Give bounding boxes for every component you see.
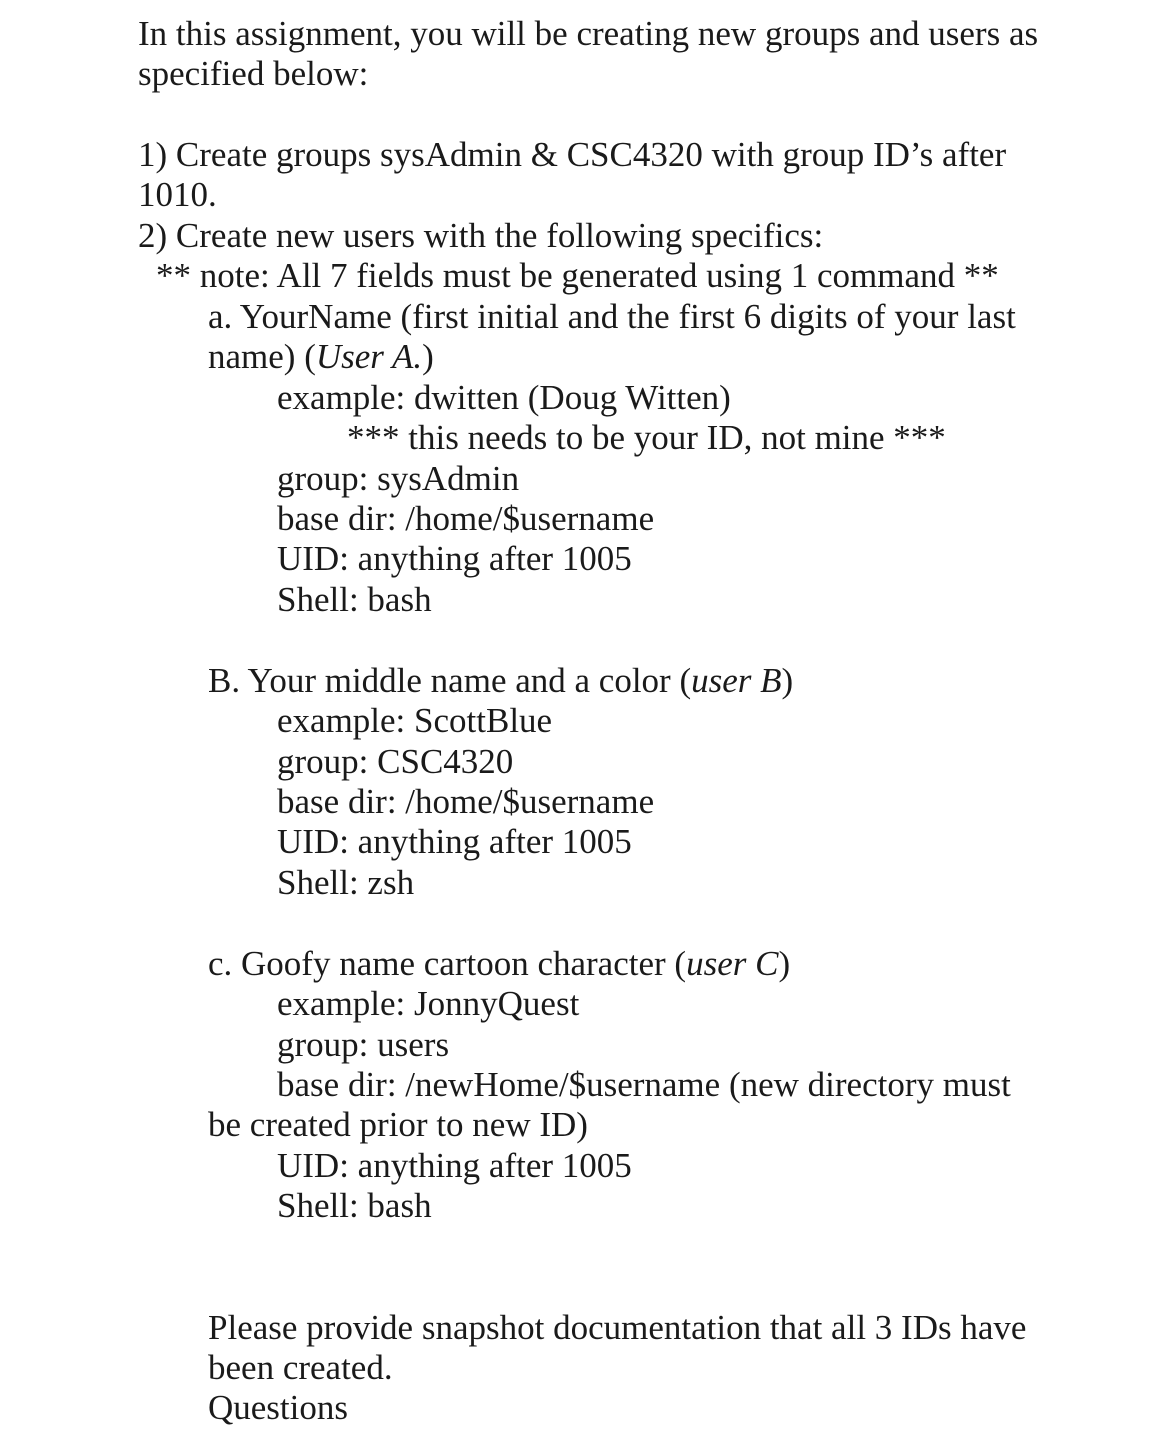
step-1-line-2: 1010. [138, 175, 217, 214]
user-a-heading-suffix: ) [422, 337, 434, 376]
step-2-note: ** note: All 7 fields must be generated using 1 command ** [156, 256, 999, 295]
intro-text-line-1: In this assignment, you will be creating new groups and users as [138, 14, 1039, 53]
user-a-label: User A. [315, 337, 423, 376]
closing-questions: Questions [208, 1388, 348, 1427]
user-c-group: group: users [277, 1025, 450, 1064]
intro-text-line-2: specified below: [138, 54, 369, 93]
user-b-group: group: CSC4320 [277, 742, 514, 781]
user-a-heading-line-1: a. YourName (first initial and the first 6 digits of your last [208, 297, 1016, 336]
user-a-warning: *** this needs to be your ID, not mine *** [347, 418, 946, 457]
closing-line-1: Please provide snapshot documentation that all 3 IDs have [208, 1308, 1027, 1347]
user-a-heading-prefix: name) ( [208, 337, 316, 376]
user-a-uid: UID: anything after 1005 [277, 539, 632, 578]
user-b-base-dir: base dir: /home/$username [277, 782, 655, 821]
user-b-heading-suffix: ) [781, 661, 794, 700]
user-c-base-dir-line-2: be created prior to new ID) [208, 1105, 588, 1144]
user-a-group: group: sysAdmin [277, 459, 520, 498]
user-a-heading-line-2 [208, 337, 434, 377]
user-a-shell: Shell: bash [277, 580, 432, 619]
user-a-base-dir: base dir: /home/$username [277, 499, 655, 538]
user-c-label: user C [686, 944, 779, 983]
user-a-example: example: dwitten (Doug Witten) [277, 378, 731, 417]
user-b-heading-prefix: B. Your middle name and a color ( [208, 661, 692, 700]
step-1-line-1: 1) Create groups sysAdmin & CSC4320 with group ID’s after [138, 135, 1007, 174]
user-b-heading [208, 661, 793, 701]
user-c-heading-prefix: c. Goofy name cartoon character ( [208, 944, 687, 983]
user-c-base-dir-line-1: base dir: /newHome/$username (new directory must [277, 1065, 1011, 1104]
user-c-heading [208, 944, 790, 984]
user-c-example: example: JonnyQuest [277, 984, 580, 1023]
user-c-heading-suffix: ) [778, 944, 791, 983]
step-2-heading: 2) Create new users with the following specifics: [138, 216, 824, 255]
user-c-shell: Shell: bash [277, 1186, 432, 1225]
user-b-uid: UID: anything after 1005 [277, 822, 632, 861]
user-c-uid: UID: anything after 1005 [277, 1146, 632, 1185]
user-b-shell: Shell: zsh [277, 863, 415, 902]
user-b-label: user B [691, 661, 782, 700]
user-b-example: example: ScottBlue [277, 701, 553, 740]
closing-line-2: been created. [208, 1348, 393, 1387]
